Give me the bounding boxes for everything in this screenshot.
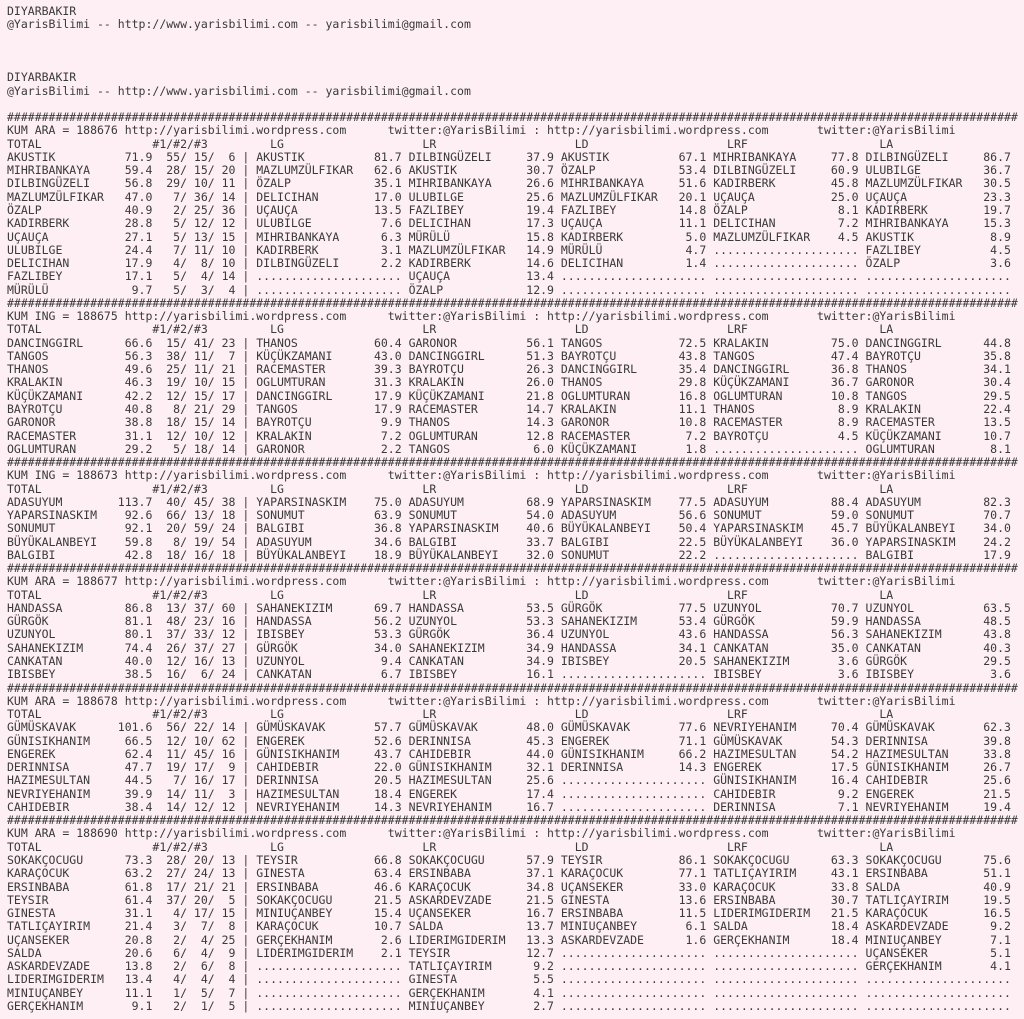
data-row-188676-KADIRBERK: KADIRBERK 28.8 5/ 12/ 12 | ULUBILGE 7.6 DELICIHAN 17.3 UÇAUÇA 11.1 DELICIHAN 7.2 MIHRIBANKAYA 15.3 bbox=[7, 216, 1011, 231]
column-header-row: TOTAL #1/#2/#3 LG LR LD LRF LA bbox=[7, 707, 894, 722]
data-row-188690-SOKAKÇOCUGU: SOKAKÇOCUGU 73.3 28/ 20/ 13 | TEYSIR 66.8 SOKAKÇOCUGU 57.9 TEYSIR 86.1 SOKAKÇOCUGU 63.3 SOKAKÇOCUGU 75.6 bbox=[7, 853, 1011, 867]
column-header-row: TOTAL #1/#2/#3 LG LR LD LRF LA bbox=[7, 839, 894, 854]
letterhead-city: DIYARBAKIR bbox=[7, 4, 77, 18]
data-row-188678-CAHIDEBIR: CAHIDEBIR 38.4 14/ 12/ 12 | NEVRIYEHANIM 14.3 NEVRIYEHANIM 16.7 ..................... DERINNISA 7.1 NEVRIYEHANIM 19.4 bbox=[7, 799, 1011, 814]
data-row-188678-ENGEREK: ENGEREK 62.4 11/ 45/ 16 | GÜNISIKHANIM 43.7 CAHIDEBIR 44.0 GÜNISIKHANIM 66.2 HAZIMESULTAN 54.2 HAZIMESULTAN 33.8 bbox=[7, 746, 1011, 761]
section-divider: ################################################################################################################################################## bbox=[7, 110, 1018, 125]
data-row-188690-ASKARDEVZADE: ASKARDEVZADE 13.8 2/ 6/ 8 | ..................... TATLIÇAYIRIM 9.2 ..................... ..................... GERÇEKHANIM 4.1 bbox=[7, 959, 1011, 974]
data-row-188677-HANDASSA: HANDASSA 86.8 13/ 37/ 60 | SAHANEKIZIM 69.7 HANDASSA 53.5 GÜRGÖK 77.5 UZUNYOL 70.7 UZUNYOL 63.5 bbox=[7, 600, 1011, 615]
data-row-188676-MAZLUMZÜLFIKAR: MAZLUMZÜLFIKAR 47.0 7/ 36/ 14 | DELICIHAN 17.0 ULUBILGE 25.6 MAZLUMZÜLFIKAR 20.1 UÇAUÇA 25.0 UÇAUÇA 23.3 bbox=[7, 189, 1011, 204]
data-row-188676-MIHRIBANKAYA: MIHRIBANKAYA 59.4 28/ 15/ 20 | MAZLUMZÜLFIKAR 62.6 AKUSTIK 30.7 ÖZALP 53.4 DILBINGÜZELI 60.9 ULUBILGE 36.7 bbox=[7, 163, 1011, 178]
section-title-race-188673: KUM ING = 188673 http://yarisbilimi.wordpress.com twitter:@YarisBilimi : http://yarisbilimi.wordpress.com twitter:@YarisBilimi bbox=[7, 468, 956, 483]
section-title-race-188677: KUM ARA = 188677 http://yarisbilimi.wordpress.com twitter:@YarisBilimi : http://yarisbilimi.wordpress.com twitter:@YarisBilimi bbox=[7, 574, 956, 589]
data-row-188676-ULUBILGE: ULUBILGE 24.4 7/ 11/ 10 | KADIRBERK 3.1 MAZLUMZÜLFIKAR 14.9 MÜRÜLÜ 4.7 ..................... FAZLIBEY 4.5 bbox=[7, 242, 1011, 257]
letterhead-byline: @YarisBilimi -- http://www.yarisbilimi.com -- yarisbilimi@gmail.com bbox=[7, 83, 471, 98]
section-divider: ################################################################################################################################################## bbox=[7, 813, 1018, 828]
data-row-188675-RACEMASTER: RACEMASTER 31.1 12/ 10/ 12 | KRALAKIN 7.2 OGLUMTURAN 12.8 RACEMASTER 7.2 BAYROTÇU 4.5 KÜÇÜKZAMANI 10.7 bbox=[7, 428, 1011, 443]
data-row-188675-THANOS: THANOS 49.6 25/ 11/ 21 | RACEMASTER 39.3 BAYROTÇU 26.3 DANCINGGIRL 35.4 DANCINGGIRL 36.8 THANOS 34.1 bbox=[7, 362, 1011, 377]
section-title-race-188675: KUM ING = 188675 http://yarisbilimi.wordpress.com twitter:@YarisBilimi : http://yarisbilimi.wordpress.com twitter:@YarisBilimi bbox=[7, 309, 956, 324]
data-row-188673-SONUMUT: SONUMUT 92.1 20/ 59/ 24 | BALGIBI 36.8 YAPARSINASKIM 40.6 BÜYÜKALANBEYI 50.4 YAPARSINASKIM 45.7 BÜYÜKALANBEYI 34.0 bbox=[7, 521, 1011, 536]
section-divider: ################################################################################################################################################## bbox=[7, 561, 1018, 576]
section-divider: ################################################################################################################################################## bbox=[7, 680, 1018, 695]
data-row-188676-DELICIHAN: DELICIHAN 17.9 4/ 8/ 10 | DILBINGÜZELI 2.2 KADIRBERK 14.6 DELICIHAN 1.4 ..................... ÖZALP 3.6 bbox=[7, 256, 1011, 271]
data-row-188678-GÜNISIKHANIM: GÜNISIKHANIM 66.5 12/ 10/ 62 | ENGEREK 52.6 DERINNISA 45.3 ENGEREK 71.1 GÜMÜSKAVAK 54.3 DERINNISA 39.8 bbox=[7, 733, 1011, 748]
section-divider: ################################################################################################################################################## bbox=[7, 455, 1018, 470]
section-divider: ################################################################################################################################################## bbox=[7, 295, 1018, 310]
data-row-188676-DILBINGÜZELI: DILBINGÜZELI 56.8 29/ 10/ 11 | ÖZALP 35.1 MIHRIBANKAYA 26.6 MIHRIBANKAYA 51.6 KADIRBERK 45.8 MAZLUMZÜLFIKAR 30.5 bbox=[7, 176, 1011, 191]
data-row-188676-ÖZALP: ÖZALP 40.9 2/ 25/ 36 | UÇAUÇA 13.5 FAZLIBEY 19.4 FAZLIBEY 14.8 ÖZALP 8.1 KADIRBERK 19.7 bbox=[7, 202, 1011, 217]
data-row-188690-ERSINBABA: ERSINBABA 61.8 17/ 21/ 21 | ERSINBABA 46.6 KARAÇOCUK 34.8 UÇANSEKER 33.0 KARAÇOCUK 33.8 SALDA 40.9 bbox=[7, 879, 1011, 894]
data-row-188677-SAHANEKIZIM: SAHANEKIZIM 74.4 26/ 37/ 27 | GÜRGÖK 34.0 SAHANEKIZIM 34.9 HANDASSA 34.1 CANKATAN 35.0 CANKATAN 40.3 bbox=[7, 640, 1011, 655]
data-row-188675-DANCINGGIRL: DANCINGGIRL 66.6 15/ 41/ 23 | THANOS 60.4 GARONOR 56.1 TANGOS 72.5 KRALAKIN 75.0 DANCINGGIRL 44.8 bbox=[7, 335, 1011, 350]
section-title-race-188690: KUM ARA = 188690 http://yarisbilimi.wordpress.com twitter:@YarisBilimi : http://yarisbilimi.wordpress.com twitter:@YarisBilimi bbox=[7, 826, 956, 841]
data-row-188676-MÜRÜLÜ: MÜRÜLÜ 9.7 5/ 3/ 4 | ..................... ÖZALP 12.9 ..................... ..................... ..................... bbox=[7, 282, 1011, 297]
data-row-188690-UÇANSEKER: UÇANSEKER 20.8 2/ 4/ 25 | GERÇEKHANIM 2.6 LIDERIMGIDERIM 13.3 ASKARDEVZADE 1.6 GERÇEKHANIM 18.4 MINIUÇANBEY 7.1 bbox=[7, 932, 1011, 947]
section-title-race-188678: KUM ARA = 188678 http://yarisbilimi.wordpress.com twitter:@YarisBilimi : http://yarisbilimi.wordpress.com twitter:@YarisBilimi bbox=[7, 693, 956, 708]
data-row-188677-GÜRGÖK: GÜRGÖK 81.1 48/ 23/ 16 | HANDASSA 56.2 UZUNYOL 53.3 SAHANEKIZIM 53.4 GÜRGÖK 59.9 HANDASSA 48.5 bbox=[7, 614, 1011, 629]
data-row-188676-AKUSTIK: AKUSTIK 71.9 55/ 15/ 6 | AKUSTIK 81.7 DILBINGÜZELI 37.9 AKUSTIK 67.1 MIHRIBANKAYA 77.8 DILBINGÜZELI 86.7 bbox=[7, 149, 1011, 164]
column-header-row: TOTAL #1/#2/#3 LG LR LD LRF LA bbox=[7, 587, 894, 602]
data-row-188675-GARONOR: GARONOR 38.8 18/ 15/ 14 | BAYROTÇU 9.9 THANOS 14.3 GARONOR 10.8 RACEMASTER 8.9 RACEMASTER 13.5 bbox=[7, 415, 1011, 430]
data-row-188690-SALDA: SALDA 20.6 6/ 4/ 9 | LIDERIMGIDERIM 2.1 TEYSIR 12.7 ..................... ..................... UÇANSEKER 5.1 bbox=[7, 945, 1011, 960]
data-row-188677-UZUNYOL: UZUNYOL 80.1 37/ 33/ 12 | IBISBEY 53.3 GÜRGÖK 36.4 UZUNYOL 43.6 HANDASSA 56.3 SAHANEKIZIM 43.8 bbox=[7, 627, 1011, 642]
section-title-race-188676: KUM ARA = 188676 http://yarisbilimi.wordpress.com twitter:@YarisBilimi : http://yarisbilimi.wordpress.com twitter:@YarisBilimi bbox=[7, 123, 956, 138]
column-header-row: TOTAL #1/#2/#3 LG LR LD LRF LA bbox=[7, 136, 894, 151]
data-row-188673-YAPARSINASKIM: YAPARSINASKIM 92.6 66/ 13/ 18 | SONUMUT 63.9 SONUMUT 54.0 ADASUYUM 56.6 SONUMUT 59.0 SONUMUT 70.7 bbox=[7, 508, 1011, 523]
data-row-188690-KARAÇOCUK: KARAÇOCUK 63.2 27/ 24/ 13 | GINESTA 63.4 ERSINBABA 37.1 KARAÇOCUK 77.1 TATLIÇAYIRIM 43.1 ERSINBABA 51.1 bbox=[7, 866, 1011, 881]
column-header-row: TOTAL #1/#2/#3 LG LR LD LRF LA bbox=[7, 481, 894, 496]
data-row-188690-LIDERIMGIDERIM: LIDERIMGIDERIM 13.4 4/ 4/ 4 | ..................... GINESTA 5.5 ..................... ..................... ..................... bbox=[7, 972, 1011, 987]
data-row-188690-TEYSIR: TEYSIR 61.4 37/ 20/ 5 | SOKAKÇOCUGU 21.5 ASKARDEVZADE 21.5 GINESTA 13.6 ERSINBABA 30.7 TATLIÇAYIRIM 19.5 bbox=[7, 892, 1011, 907]
data-row-188690-MINIUÇANBEY: MINIUÇANBEY 11.1 1/ 5/ 7 | ..................... GERÇEKHANIM 4.1 ..................... ..................... ..................... bbox=[7, 985, 1011, 1000]
data-row-188678-GÜMÜSKAVAK: GÜMÜSKAVAK 101.6 56/ 22/ 14 | GÜMÜSKAVAK 57.7 GÜMÜSKAVAK 48.0 GÜMÜSKAVAK 77.6 NEVRIYEHANIM 70.4 GÜMÜSKAVAK 62.3 bbox=[7, 720, 1011, 735]
data-row-188677-CANKATAN: CANKATAN 40.0 12/ 16/ 13 | UZUNYOL 9.4 CANKATAN 34.9 IBISBEY 20.5 SAHANEKIZIM 3.6 GÜRGÖK 29.5 bbox=[7, 654, 1011, 669]
data-row-188678-NEVRIYEHANIM: NEVRIYEHANIM 39.9 14/ 11/ 3 | HAZIMESULTAN 18.4 ENGEREK 17.4 ..................... CAHIDEBIR 9.2 ENGEREK 21.5 bbox=[7, 786, 1011, 801]
data-row-188673-BALGIBI: BALGIBI 42.8 18/ 16/ 18 | BÜYÜKALANBEYI 18.9 BÜYÜKALANBEYI 32.0 SONUMUT 22.2 ..................... BALGIBI 17.9 bbox=[7, 547, 1011, 562]
data-row-188675-BAYROTÇU: BAYROTÇU 40.8 8/ 21/ 29 | TANGOS 17.9 RACEMASTER 14.7 KRALAKIN 11.1 THANOS 8.9 KRALAKIN 22.4 bbox=[7, 401, 1011, 416]
data-row-188673-ADASUYUM: ADASUYUM 113.7 40/ 45/ 38 | YAPARSINASKIM 75.0 ADASUYUM 68.9 YAPARSINASKIM 77.5 ADASUYUM 88.4 ADASUYUM 82.3 bbox=[7, 494, 1011, 509]
column-header-row: TOTAL #1/#2/#3 LG LR LD LRF LA bbox=[7, 322, 894, 337]
data-row-188676-UÇAUÇA: UÇAUÇA 27.1 5/ 13/ 15 | MIHRIBANKAYA 6.3 MÜRÜLÜ 15.8 KADIRBERK 5.0 MAZLUMZÜLFIKAR 4.5 AKUSTIK 8.9 bbox=[7, 229, 1011, 244]
data-row-188675-OGLUMTURAN: OGLUMTURAN 29.2 5/ 18/ 14 | GARONOR 2.2 TANGOS 6.0 KÜÇÜKZAMANI 1.8 ..................... OGLUMTURAN 8.1 bbox=[7, 441, 1011, 456]
data-row-188690-TATLIÇAYIRIM: TATLIÇAYIRIM 21.4 3/ 7/ 8 | KARAÇOCUK 10.7 SALDA 13.7 MINIUÇANBEY 6.1 SALDA 18.4 ASKARDEVZADE 9.2 bbox=[7, 919, 1011, 934]
data-row-188690-GERÇEKHANIM: GERÇEKHANIM 9.1 2/ 1/ 5 | ..................... MINIUÇANBEY 2.7 ..................... ..................... ..................... bbox=[7, 998, 1011, 1013]
letterhead-city: DIYARBAKIR bbox=[7, 70, 77, 85]
data-row-188678-DERINNISA: DERINNISA 47.7 19/ 17/ 9 | CAHIDEBIR 22.0 GÜNISIKHANIM 32.1 DERINNISA 14.3 ENGEREK 17.5 GÜNISIKHANIM 26.7 bbox=[7, 760, 1011, 775]
data-row-188673-BÜYÜKALANBEYI: BÜYÜKALANBEYI 59.8 8/ 19/ 54 | ADASUYUM 34.6 BALGIBI 33.7 BALGIBI 22.5 BÜYÜKALANBEYI 36.0 YAPARSINASKIM 24.2 bbox=[7, 534, 1011, 549]
data-row-188675-KÜÇÜKZAMANI: KÜÇÜKZAMANI 42.2 12/ 15/ 17 | DANCINGGIRL 17.9 KÜÇÜKZAMANI 21.8 OGLUMTURAN 16.8 OGLUMTURAN 10.8 TANGOS 29.5 bbox=[7, 388, 1011, 403]
data-row-188677-IBISBEY: IBISBEY 38.5 16/ 6/ 24 | CANKATAN 6.7 IBISBEY 16.1 ..................... IBISBEY 3.6 IBISBEY 3.6 bbox=[7, 667, 1011, 682]
letterhead-byline: @YarisBilimi -- http://www.yarisbilimi.com -- yarisbilimi@gmail.com bbox=[7, 17, 471, 32]
data-row-188678-HAZIMESULTAN: HAZIMESULTAN 44.5 7/ 16/ 17 | DERINNISA 20.5 HAZIMESULTAN 25.6 ..................... GÜNISIKHANIM 16.4 CAHIDEBIR 25.6 bbox=[7, 773, 1011, 788]
data-row-188690-GINESTA: GINESTA 31.1 4/ 17/ 15 | MINIUÇANBEY 15.4 UÇANSEKER 16.7 ERSINBABA 11.5 LIDERIMGIDERIM 21.5 KARAÇOCUK 16.5 bbox=[7, 906, 1011, 921]
data-row-188676-FAZLIBEY: FAZLIBEY 17.1 5/ 4/ 14 | ..................... UÇAUÇA 13.4 ..................... ..................... ..................... bbox=[7, 269, 1011, 284]
data-row-188675-TANGOS: TANGOS 56.3 38/ 11/ 7 | KÜÇÜKZAMANI 43.0 DANCINGGIRL 51.3 BAYROTÇU 43.8 TANGOS 47.4 BAYROTÇU 35.8 bbox=[7, 348, 1011, 363]
data-row-188675-KRALAKIN: KRALAKIN 46.3 19/ 10/ 15 | OGLUMTURAN 31.3 KRALAKIN 26.0 THANOS 29.8 KÜÇÜKZAMANI 36.7 GARONOR 30.4 bbox=[7, 375, 1011, 390]
